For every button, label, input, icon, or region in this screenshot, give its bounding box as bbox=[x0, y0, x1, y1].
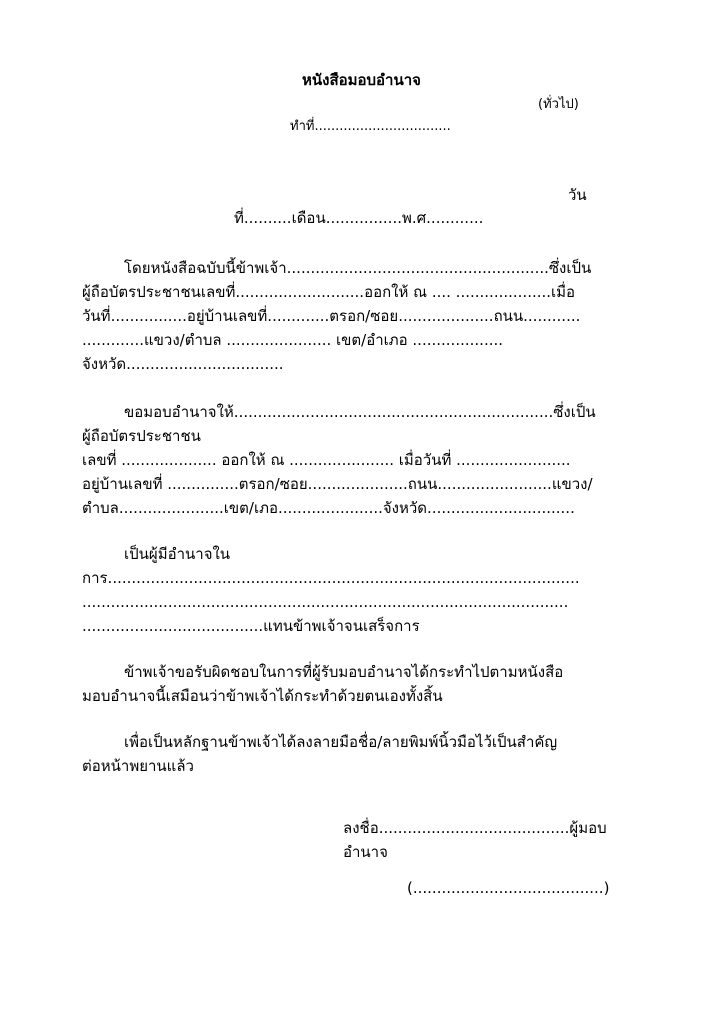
evidence-line-2: ต่อหน้าพยานแล้ว bbox=[82, 757, 194, 775]
grantor-line-4: .............แขวง/ตำบล ...................... เขต/อำเภอ ................... bbox=[82, 331, 504, 349]
grantee-line-2: ผู้ถือบัตรประชาชน bbox=[82, 427, 201, 445]
authority-line-2: การ................................................................................................... bbox=[82, 569, 580, 587]
grantee-line-3: เลขที่ .................... ออกให้ ณ ...................... เมื่อวันที่ ........................ bbox=[82, 451, 571, 469]
evidence-line-1: เพื่อเป็นหลักฐานข้าพเจ้าได้ลงลายมือชื่อ/ลายพิมพ์นิ้วมือไว้เป็นสำคัญ bbox=[124, 733, 558, 751]
signature-name-field: (........................................) bbox=[407, 879, 610, 897]
made-at-field: ทำที่................................. bbox=[290, 119, 451, 134]
date-day-label: วัน bbox=[568, 186, 587, 204]
authority-line-1: เป็นผู้มีอำนาจใน bbox=[124, 545, 231, 563]
date-field: ที่..........เดือน................พ.ศ............ bbox=[234, 209, 484, 227]
authority-line-3: ...................................................................................................... bbox=[82, 593, 569, 611]
grantor-line-1: โดยหนังสือฉบับนี้ข้าพเจ้า.......................................................ซึ่งเป็น bbox=[124, 259, 592, 277]
authority-line-4: ......................................แทนข้าพเจ้าจนเสร็จการ bbox=[82, 617, 420, 635]
grantor-line-2: ผู้ถือบัตรประชาชนเลขที่...........................ออกให้ ณ .... ....................เมื่อ bbox=[82, 283, 576, 301]
responsibility-line-1: ข้าพเจ้าขอรับผิดชอบในการที่ผู้รับมอบอำนาจได้กระทำไปตามหนังสือ bbox=[124, 663, 564, 681]
grantee-line-1: ขอมอบอำนาจให้...................................................................ซึ่งเป็น bbox=[124, 403, 596, 421]
grantee-line-5: ตำบล......................เขต/เภอ......................จังหวัด............................... bbox=[82, 499, 575, 517]
signature-role-label: อำนาจ bbox=[343, 843, 388, 861]
grantor-line-5: จังหวัด................................. bbox=[82, 355, 284, 373]
grantor-line-3: วันที่................อยู่บ้านเลขที่.............ตรอก/ซอย....................ถนน............ bbox=[82, 307, 581, 325]
document-title: หนังสือมอบอำนาจ bbox=[302, 71, 421, 89]
grantee-line-4: อยู่บ้านเลขที่ ...............ตรอก/ซอย.....................ถนน........................แขวง/ bbox=[82, 475, 593, 493]
signature-line: ลงชื่อ........................................ผู้มอบ bbox=[343, 819, 607, 837]
document-type-label: (ทั่วไป) bbox=[538, 97, 579, 112]
responsibility-line-2: มอบอำนาจนี้เสมือนว่าข้าพเจ้าได้กระทำด้วยตนเองทั้งสิ้น bbox=[82, 687, 443, 705]
